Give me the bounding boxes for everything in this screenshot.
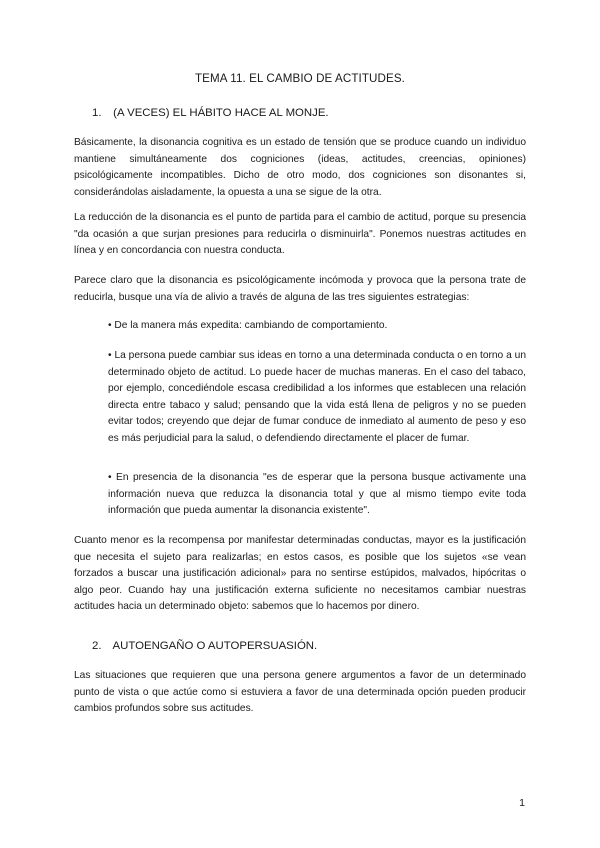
section-1-heading: [92, 107, 329, 119]
paragraph: Parece claro que la disonancia es psicológicamente incómoda y provoca que la persona trate de reducirla, busque una vía de alivio a través de alguna de las tres siguientes estrategias:: [74, 275, 526, 303]
section-1-number: 1.: [92, 107, 102, 119]
page-number: 1: [519, 797, 525, 809]
bullet-item: • De la manera más expedita: cambiando de comportamiento.: [108, 320, 388, 331]
section-2-heading-text: AUTOENGAÑO O AUTOPERSUASIÓN.: [112, 640, 318, 652]
bullet-item: • En presencia de la disonancia "es de esperar que la persona busque activamente una información nueva que reduzca la disonancia total y que al mismo tiempo evite toda información que pueda aumentar la disonancia existente".: [108, 472, 526, 517]
paragraph: Las situaciones que requieren que una persona genere argumentos a favor de un determinado punto de vista o que actúe como si estuviera a favor de una determinada opción pueden producir cambios profundos sobre sus actitudes.: [74, 670, 526, 715]
section-1-heading-text: (A VECES) EL HÁBITO HACE AL MONJE.: [113, 107, 329, 119]
section-2-heading: [92, 640, 317, 652]
paragraph: Cuanto menor es la recompensa por manifestar determinadas conductas, mayor es la justificación que necesita el sujeto para realizarlas; en estos casos, es posible que los sujetos «se vean forzados a buscar una justificación adicional» para no sentirse estúpidos, malvados, hipócritas o algo peor. Cuando hay una justificación externa suficiente no necesitamos cambiar nuestras actitudes hacia un determinado objeto: sabemos que lo hacemos por dinero.: [74, 535, 526, 613]
document-title: TEMA 11. EL CAMBIO DE ACTITUDES.: [194, 72, 405, 85]
bullet-item: • La persona puede cambiar sus ideas en torno a una determinada conducta o en torno a un determinado objeto de actitud. Lo puede hacer de muchas maneras. En el caso del tabaco, por ejemplo, concediéndole escasa credibilidad a los informes que establecen una relación directa entre tabaco y salud; pensando que la vida está llena de peligros y no se pueden evitar todos; creyendo que dejar de fumar conduce de inmediato al aumento de peso y eso es más perjudicial para la salud, o defendiendo directamente el placer de fumar.: [108, 350, 526, 444]
paragraph: Básicamente, la disonancia cognitiva es un estado de tensión que se produce cuando un individuo mantiene simultáneamente dos cogniciones (ideas, actitudes, creencias, opiniones) psicológicamente incompatibles. Dicho de otro modo, dos cogniciones son disonantes si, considerándolas aisladamente, la opuesta a una se sigue de la otra.: [74, 137, 526, 198]
section-2-number: 2.: [92, 640, 102, 652]
paragraph: La reducción de la disonancia es el punto de partida para el cambio de actitud, porque su presencia "da ocasión a que surjan presiones para reducirla o disminuirla". Ponemos nuestras actitudes en línea y en concordancia con nuestra conducta.: [74, 212, 526, 257]
